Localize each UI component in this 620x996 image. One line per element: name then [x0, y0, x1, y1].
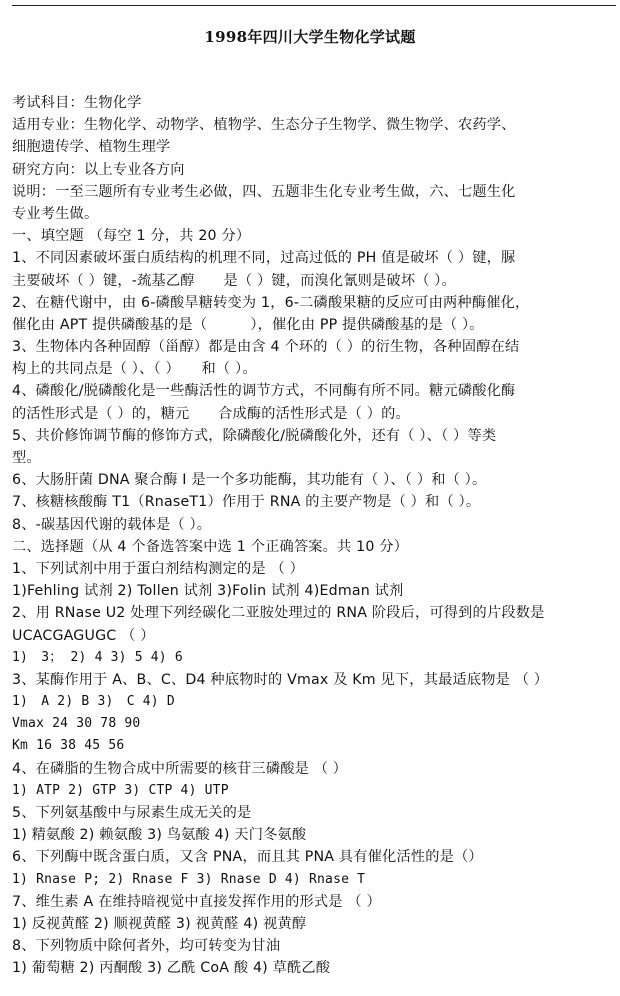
choice-question-5: 5、下列氨基酸中与尿素生成无关的是	[12, 805, 252, 821]
section-heading-choice: 二、选择题（从 4 个备选答案中选 1 个正确答案。共 10 分）	[12, 538, 409, 555]
choice-question-7-options: 1) 反视黄醛 2) 顺视黄醛 3) 视黄醛 4) 视黄醇	[12, 915, 307, 932]
section-heading-fill-in: 一、填空题 （每空 1 分，共 20 分）	[12, 228, 251, 245]
choice-question-3-options: 1) A 2) B 3) C 4) D	[12, 694, 175, 710]
km-values: Km 16 38 45 56	[12, 738, 125, 754]
fill-question-5-cont: 型。	[12, 450, 41, 466]
fill-question-7: 7、核糖核酸酶 T1（RnaseT1）作用于 RNA 的主要产物是（ ）和（ ）。	[12, 494, 481, 511]
fill-question-8: 8、-碳基因代谢的载体是（ ）。	[12, 516, 212, 533]
choice-question-8-options: 1) 葡萄糖 2) 丙酮酸 3) 乙酰 CoA 酸 4) 草酰乙酸	[12, 960, 331, 977]
fill-question-4-cont: 的活性形式是（ ）的，糖元 合成酶的活性形式是（ ）的。	[12, 405, 410, 422]
choice-question-1-options: 1)Fehling 试剂 2) Tollen 试剂 3)Folin 试剂 4)Edman 试剂	[12, 583, 404, 600]
page-title: 1998年四川大学生物化学试题	[204, 28, 416, 46]
choice-question-2: 2、用 RNase U2 处理下列经碳化二亚胺处理过的 RNA 阶段后，可得到的片段数是	[12, 605, 545, 622]
choice-question-2-cont: UCACGAGUGC （ ）	[12, 627, 155, 644]
choice-question-3: 3、某酶作用于 A、B、C、D4 种底物时的 Vmax 及 Km 见下，其最适底物是 （ ）	[12, 671, 549, 688]
fill-question-3-cont: 构上的共同点是（ ）、（ ） 和（ ）。	[12, 361, 257, 378]
fill-question-4: 4、磷酸化/脱磷酸化是一些酶活性的调节方式，不同酶有所不同。糖元磷酸化酶	[12, 383, 516, 400]
choice-question-1: 1、下列试剂中用于蛋白剂结构测定的是 （ ）	[12, 560, 305, 577]
fill-question-3: 3、生物体内各种固醇（甾醇）都是由含 4 个环的（ ）的衍生物，各种固醇在结	[12, 339, 520, 356]
exam-subject: 考试科目：生物化学	[12, 95, 142, 111]
instructions: 说明：一至三题所有专业考生必做，四、五题非生化专业考生做，六、七题生化	[12, 183, 516, 200]
choice-question-4: 4、在磷脂的生物合成中所需要的核苷三磷酸是 （ ）	[12, 760, 348, 777]
fill-question-2: 2、在糖代谢中，由 6-磷酸旱糖转变为 1，6-二磷酸果糖的反应可由两种酶催化，	[12, 294, 530, 311]
research-direction: 研究方向：以上专业各方向	[12, 161, 185, 178]
fill-question-6: 6、大肠肝菌 DNA 聚合酶 I 是一个多功能酶，其功能有（ ）、（ ）和（ ）。	[12, 472, 487, 489]
choice-question-5-options: 1) 精氨酸 2) 赖氨酸 3) 鸟氨酸 4) 天门冬氨酸	[12, 827, 307, 844]
choice-question-4-options: 1) ATP 2) GTP 3) CTP 4) UTP	[12, 782, 229, 798]
fill-question-1-cont: 主要破坏（ ）键，-巯基乙醇 是（ ）键，而溴化氰则是破坏（ ）。	[12, 272, 456, 289]
vmax-values: Vmax 24 30 78 90	[12, 716, 141, 732]
instructions-cont: 专业考生做。	[12, 205, 99, 222]
choice-question-6-options: 1) Rnase P; 2) Rnase F 3) Rnase D 4) Rnase T	[12, 871, 366, 887]
top-rule	[12, 5, 616, 6]
choice-question-7: 7、维生素 A 在维持暗视觉中直接发挥作用的形式是 （ ）	[12, 893, 381, 910]
fill-question-1: 1、不同因素破坏蛋白质结构的机理不同，过高过低的 PH 值是破坏（ ）键，脲	[12, 250, 516, 267]
choice-question-2-options: 1) 3； 2) 4 3) 5 4) 6	[12, 649, 183, 665]
choice-question-6: 6、下列酶中既含蛋白质，又含 PNA，而且其 PNA 具有催化活性的是（）	[12, 849, 483, 866]
exam-body	[12, 92, 614, 980]
applicable-majors: 适用专业：生物化学、动物学、植物学、生态分子生物学、微生物学、农药学、	[12, 117, 516, 134]
choice-question-8: 8、下列物质中除何者外，均可转变为甘油	[12, 938, 281, 955]
fill-question-5: 5、共价修饰调节酶的修饰方式，除磷酸化/脱磷酸化外，还有（ ）、（ ）等类	[12, 427, 497, 444]
applicable-majors-cont: 细胞遗传学、植物生理学	[12, 139, 171, 156]
fill-question-2-cont: 催化由 APT 提供磷酸基的是（ ），催化由 PP 提供磷酸基的是（ ）。	[12, 316, 484, 333]
